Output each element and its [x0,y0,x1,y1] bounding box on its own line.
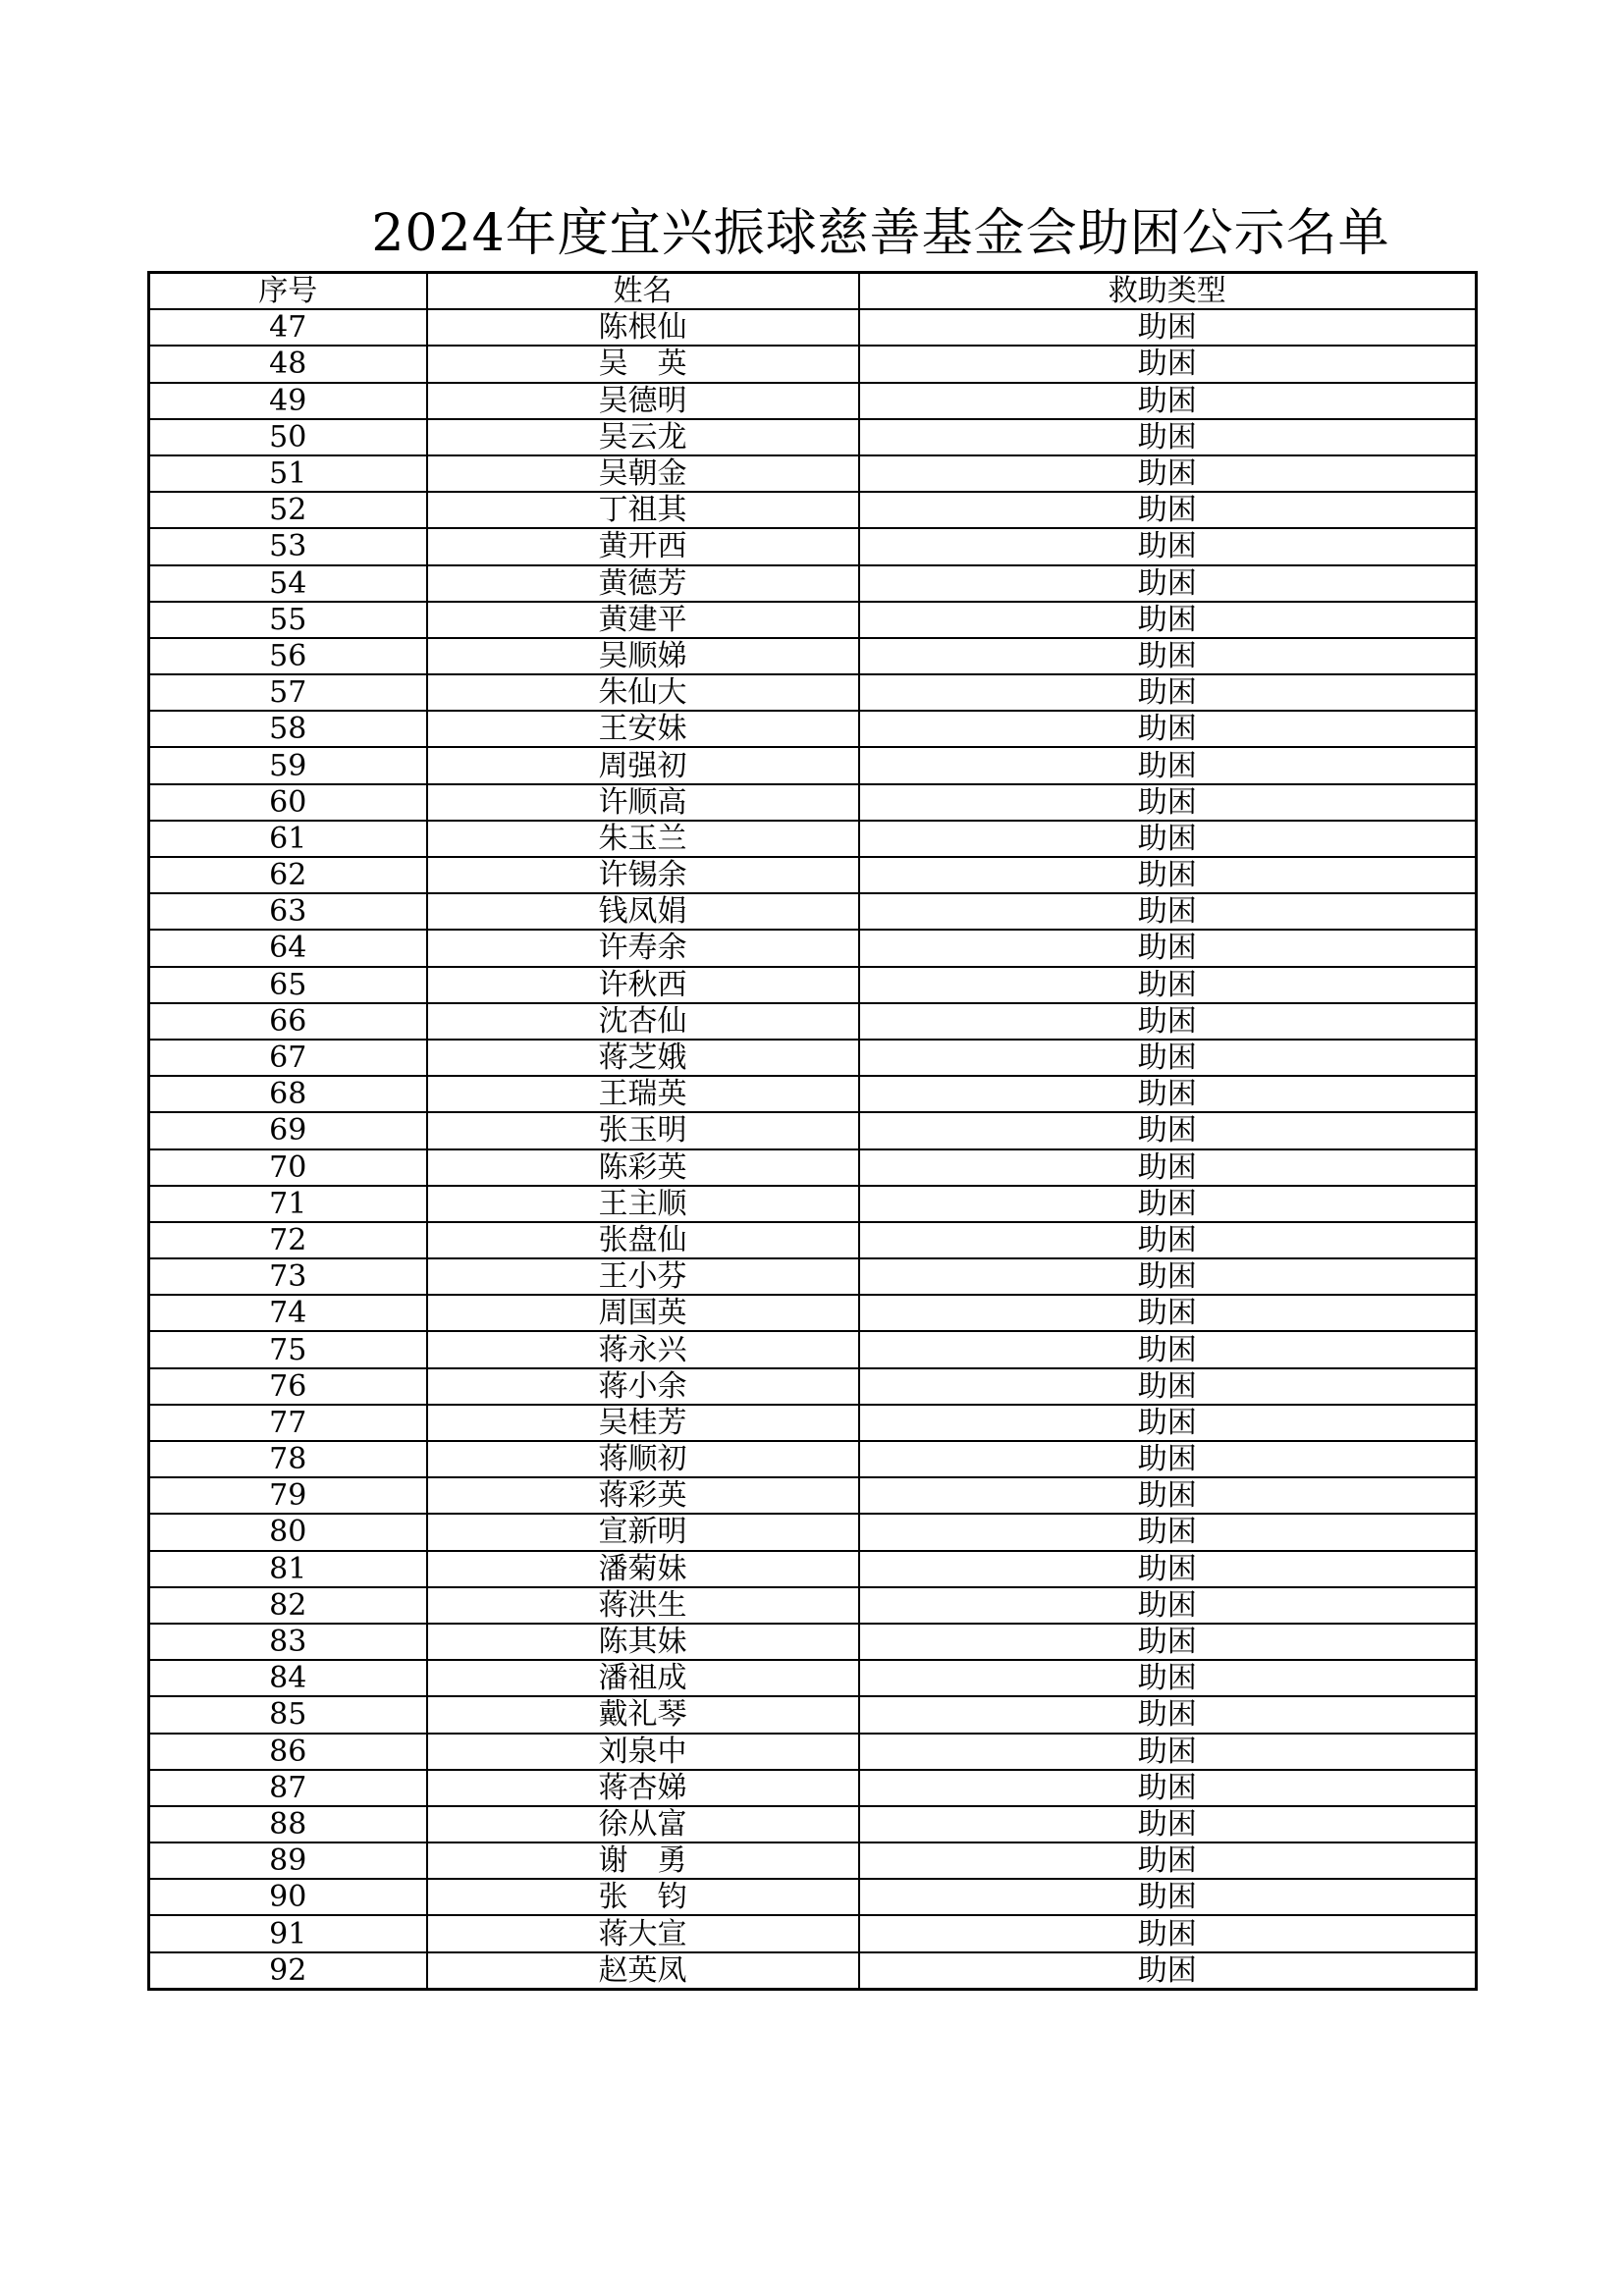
cell-index: 90 [149,1879,427,1915]
cell-aid-type: 助困 [859,747,1477,783]
cell-aid-type: 助困 [859,346,1477,382]
cell-aid-type: 助困 [859,1258,1477,1295]
cell-aid-type: 助困 [859,638,1477,674]
table-row [149,784,1477,821]
table-row [149,602,1477,638]
cell-aid-type: 助困 [859,1551,1477,1587]
cell-name: 吴云龙 [427,419,859,455]
table-row [149,1660,1477,1696]
cell-name: 黄开西 [427,528,859,564]
cell-name: 朱仙大 [427,674,859,711]
table-row [149,565,1477,602]
table-row [149,1441,1477,1477]
cell-aid-type: 助困 [859,492,1477,528]
beneficiary-table [147,271,1478,1991]
cell-aid-type: 助困 [859,1441,1477,1477]
cell-name: 蒋永兴 [427,1331,859,1367]
cell-aid-type: 助困 [859,857,1477,893]
table-row [149,1149,1477,1186]
cell-aid-type: 助困 [859,1514,1477,1550]
cell-aid-type: 助困 [859,1295,1477,1331]
header-index: 序号 [149,273,427,310]
cell-aid-type: 助困 [859,1660,1477,1696]
cell-index: 70 [149,1149,427,1186]
table-row [149,1770,1477,1806]
cell-name: 蒋杏娣 [427,1770,859,1806]
cell-name: 吴顺娣 [427,638,859,674]
cell-name: 周国英 [427,1295,859,1331]
cell-name: 徐从富 [427,1806,859,1842]
cell-aid-type: 助困 [859,967,1477,1003]
cell-aid-type: 助困 [859,528,1477,564]
table-row [149,1331,1477,1367]
cell-index: 92 [149,1952,427,1990]
cell-aid-type: 助困 [859,1405,1477,1441]
cell-index: 52 [149,492,427,528]
table-header-row [149,273,1477,310]
cell-aid-type: 助困 [859,1879,1477,1915]
cell-name: 陈彩英 [427,1149,859,1186]
cell-aid-type: 助困 [859,1770,1477,1806]
cell-name: 王主顺 [427,1186,859,1222]
table-row [149,821,1477,857]
cell-index: 48 [149,346,427,382]
cell-index: 60 [149,784,427,821]
cell-name: 吴德明 [427,383,859,419]
cell-name: 蒋小余 [427,1368,859,1405]
cell-name: 宣新明 [427,1514,859,1550]
cell-name: 王安妹 [427,711,859,747]
cell-index: 61 [149,821,427,857]
cell-aid-type: 助困 [859,821,1477,857]
table-row [149,638,1477,674]
cell-aid-type: 助困 [859,1915,1477,1951]
cell-index: 47 [149,309,427,346]
table-row [149,419,1477,455]
cell-aid-type: 助困 [859,893,1477,930]
cell-index: 91 [149,1915,427,1951]
cell-index: 80 [149,1514,427,1550]
cell-name: 蒋顺初 [427,1441,859,1477]
cell-index: 89 [149,1842,427,1879]
table-row [149,1551,1477,1587]
cell-index: 74 [149,1295,427,1331]
cell-aid-type: 助困 [859,1331,1477,1367]
table-row [149,1368,1477,1405]
table-row [149,1587,1477,1624]
cell-index: 59 [149,747,427,783]
cell-aid-type: 助困 [859,1587,1477,1624]
table-row [149,1952,1477,1990]
cell-name: 吴 英 [427,346,859,382]
cell-name: 许顺高 [427,784,859,821]
cell-name: 潘祖成 [427,1660,859,1696]
table-row [149,711,1477,747]
cell-name: 许寿余 [427,930,859,966]
cell-name: 吴朝金 [427,455,859,492]
cell-index: 72 [149,1222,427,1258]
cell-index: 88 [149,1806,427,1842]
table-row [149,674,1477,711]
cell-name: 张盘仙 [427,1222,859,1258]
cell-name: 赵英凤 [427,1952,859,1990]
table-row [149,309,1477,346]
cell-index: 56 [149,638,427,674]
table-row [149,1258,1477,1295]
cell-index: 66 [149,1003,427,1040]
cell-name: 戴礼琴 [427,1696,859,1733]
cell-aid-type: 助困 [859,930,1477,966]
cell-name: 潘菊妹 [427,1551,859,1587]
table-row [149,1514,1477,1550]
cell-index: 75 [149,1331,427,1367]
cell-aid-type: 助困 [859,1040,1477,1076]
cell-index: 84 [149,1660,427,1696]
page-title: 2024年度宜兴振球慈善基金会助困公示名单 [371,204,1390,263]
table-row [149,1477,1477,1514]
cell-aid-type: 助困 [859,1186,1477,1222]
cell-index: 81 [149,1551,427,1587]
cell-aid-type: 助困 [859,455,1477,492]
cell-index: 55 [149,602,427,638]
cell-aid-type: 助困 [859,602,1477,638]
table-row [149,1915,1477,1951]
cell-index: 73 [149,1258,427,1295]
cell-aid-type: 助困 [859,711,1477,747]
table-row [149,930,1477,966]
table-row [149,492,1477,528]
cell-aid-type: 助困 [859,674,1477,711]
cell-aid-type: 助困 [859,1734,1477,1770]
cell-aid-type: 助困 [859,1368,1477,1405]
table-row [149,528,1477,564]
header-aid-type: 救助类型 [859,273,1477,310]
cell-aid-type: 助困 [859,1952,1477,1990]
table-row [149,1295,1477,1331]
cell-name: 王小芬 [427,1258,859,1295]
cell-index: 79 [149,1477,427,1514]
table-row [149,346,1477,382]
cell-name: 张 钧 [427,1879,859,1915]
cell-index: 78 [149,1441,427,1477]
table-row [149,1003,1477,1040]
cell-name: 蒋大宣 [427,1915,859,1951]
cell-aid-type: 助困 [859,1003,1477,1040]
cell-aid-type: 助困 [859,419,1477,455]
cell-name: 钱凤娟 [427,893,859,930]
cell-index: 53 [149,528,427,564]
cell-name: 蒋洪生 [427,1587,859,1624]
cell-index: 65 [149,967,427,1003]
cell-index: 57 [149,674,427,711]
cell-aid-type: 助困 [859,565,1477,602]
table-row [149,1186,1477,1222]
cell-aid-type: 助困 [859,1076,1477,1112]
table-row [149,747,1477,783]
table-row [149,1112,1477,1148]
cell-aid-type: 助困 [859,1696,1477,1733]
cell-index: 68 [149,1076,427,1112]
table-row [149,857,1477,893]
cell-name: 黄建平 [427,602,859,638]
cell-name: 黄德芳 [427,565,859,602]
header-name: 姓名 [427,273,859,310]
cell-name: 刘泉中 [427,1734,859,1770]
table-row [149,1076,1477,1112]
cell-index: 87 [149,1770,427,1806]
table-row [149,1222,1477,1258]
cell-index: 58 [149,711,427,747]
table-row [149,1040,1477,1076]
cell-index: 51 [149,455,427,492]
table-row [149,1624,1477,1660]
cell-name: 丁祖其 [427,492,859,528]
cell-index: 62 [149,857,427,893]
table-row [149,1806,1477,1842]
cell-index: 64 [149,930,427,966]
table-row [149,967,1477,1003]
cell-index: 54 [149,565,427,602]
cell-index: 86 [149,1734,427,1770]
cell-name: 陈其妹 [427,1624,859,1660]
cell-index: 76 [149,1368,427,1405]
cell-index: 69 [149,1112,427,1148]
table-row [149,383,1477,419]
cell-index: 85 [149,1696,427,1733]
cell-name: 朱玉兰 [427,821,859,857]
cell-index: 82 [149,1587,427,1624]
cell-index: 50 [149,419,427,455]
cell-index: 77 [149,1405,427,1441]
cell-name: 陈根仙 [427,309,859,346]
cell-aid-type: 助困 [859,309,1477,346]
cell-aid-type: 助困 [859,1477,1477,1514]
cell-aid-type: 助困 [859,383,1477,419]
cell-index: 63 [149,893,427,930]
cell-aid-type: 助困 [859,1624,1477,1660]
table-row [149,1696,1477,1733]
cell-name: 许秋西 [427,967,859,1003]
cell-name: 张玉明 [427,1112,859,1148]
cell-index: 49 [149,383,427,419]
cell-index: 71 [149,1186,427,1222]
cell-name: 沈杏仙 [427,1003,859,1040]
cell-name: 蒋彩英 [427,1477,859,1514]
cell-name: 谢 勇 [427,1842,859,1879]
cell-aid-type: 助困 [859,1112,1477,1148]
cell-aid-type: 助困 [859,784,1477,821]
cell-name: 许锡余 [427,857,859,893]
table-row [149,455,1477,492]
cell-index: 83 [149,1624,427,1660]
cell-aid-type: 助困 [859,1222,1477,1258]
table-row [149,1879,1477,1915]
cell-name: 王瑞英 [427,1076,859,1112]
cell-aid-type: 助困 [859,1842,1477,1879]
cell-name: 吴桂芳 [427,1405,859,1441]
table-row [149,893,1477,930]
cell-name: 周强初 [427,747,859,783]
cell-index: 67 [149,1040,427,1076]
table-row [149,1734,1477,1770]
table-row [149,1405,1477,1441]
table-row [149,1842,1477,1879]
cell-name: 蒋芝娥 [427,1040,859,1076]
cell-aid-type: 助困 [859,1149,1477,1186]
cell-aid-type: 助困 [859,1806,1477,1842]
